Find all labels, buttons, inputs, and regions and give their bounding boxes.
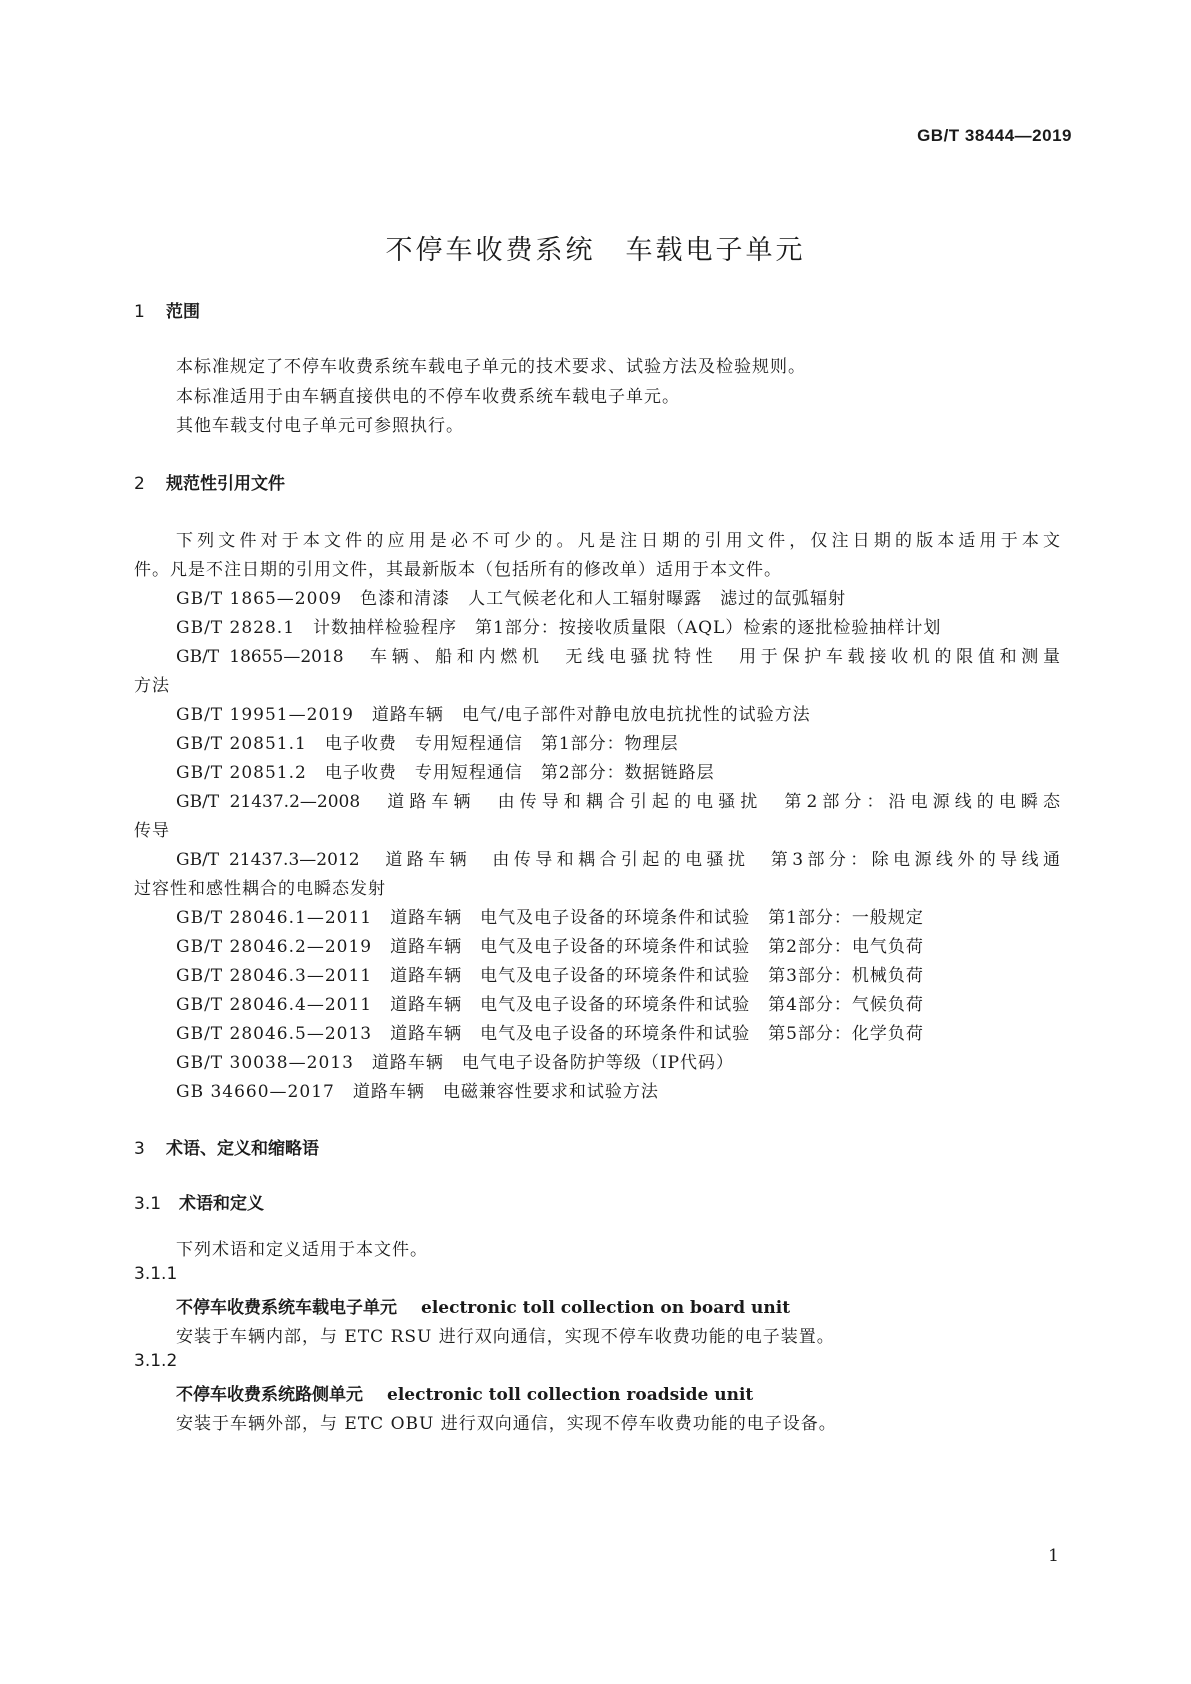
page-number: 1 xyxy=(1048,1546,1059,1566)
reference-item: GB/T 28046.5—2013 道路车辆 电气及电子设备的环境条件和试验 第5部分：化学负荷 xyxy=(176,1024,924,1044)
term-entry xyxy=(176,1293,790,1318)
section-2-heading xyxy=(134,469,285,494)
term-en: electronic toll collection on board unit xyxy=(421,1298,791,1318)
intro-line-1 xyxy=(176,526,1060,556)
paragraph: 下列术语和定义适用于本文件。 xyxy=(176,1240,428,1260)
term-entry xyxy=(176,1380,753,1405)
subsection-number: 3.1 xyxy=(134,1194,162,1214)
reference-item: GB/T 1865—2009 色漆和清漆 人工气候老化和人工辐射曝露 滤过的氙弧辐射 xyxy=(176,589,847,609)
section-number: 2 xyxy=(134,474,145,494)
reference-item: GB/T 2828.1 计数抽样检验程序 第1部分：按接收质量限（AQL）检索的逐批检验抽样计划 xyxy=(176,618,942,638)
reference-item: GB 34660—2017 道路车辆 电磁兼容性要求和试验方法 xyxy=(176,1082,659,1102)
reference-item xyxy=(176,642,1060,672)
section-3-heading xyxy=(134,1134,319,1159)
reference-item: GB/T 28046.2—2019 道路车辆 电气及电子设备的环境条件和试验 第2部分：电气负荷 xyxy=(176,937,924,957)
standard-code: GB/T 38444—2019 xyxy=(917,126,1072,145)
term-zh: 不停车收费系统路侧单元 xyxy=(176,1385,363,1405)
paragraph: 本标准适用于由车辆直接供电的不停车收费系统车载电子单元。 xyxy=(176,387,680,407)
document-title: 不停车收费系统 车载电子单元 xyxy=(385,235,806,266)
section-1-heading xyxy=(134,297,200,322)
reference-item: GB/T 20851.1 电子收费 专用短程通信 第1部分：物理层 xyxy=(176,734,679,754)
paragraph: 本标准规定了不停车收费系统车载电子单元的技术要求、试验方法及检验规则。 xyxy=(176,357,806,377)
term-en: electronic toll collection roadside unit xyxy=(387,1385,754,1405)
reference-text: GB/T 21437.2—2008 道路车辆 由传导和耦合引起的电骚扰 第2部分：沿电源线的电瞬态 xyxy=(176,792,1060,812)
term-definition: 安装于车辆外部，与 ETC OBU 进行双向通信，实现不停车收费功能的电子设备。 xyxy=(176,1414,837,1434)
section-number: 3 xyxy=(134,1139,145,1159)
term-number: 3.1.1 xyxy=(134,1264,178,1284)
reference-text: GB/T 18655—2018 车辆、船和内燃机 无线电骚扰特性 用于保护车载接收机的限值和测量 xyxy=(176,647,1060,667)
intro-text: 下列文件对于本文件的应用是必不可少的。凡是注日期的引用文件，仅注日期的版本适用于本文 xyxy=(176,531,1060,551)
subsection-3-1-heading xyxy=(134,1189,264,1214)
reference-continuation: 过容性和感性耦合的电瞬态发射 xyxy=(134,879,386,899)
reference-item: GB/T 20851.2 电子收费 专用短程通信 第2部分：数据链路层 xyxy=(176,763,715,783)
subsection-title: 术语和定义 xyxy=(179,1194,264,1214)
reference-continuation: 传导 xyxy=(134,821,170,841)
reference-item: GB/T 28046.3—2011 道路车辆 电气及电子设备的环境条件和试验 第3部分：机械负荷 xyxy=(176,966,924,986)
term-definition: 安装于车辆内部，与 ETC RSU 进行双向通信，实现不停车收费功能的电子装置。 xyxy=(176,1327,835,1347)
term-number: 3.1.2 xyxy=(134,1351,178,1371)
reference-item: GB/T 28046.1—2011 道路车辆 电气及电子设备的环境条件和试验 第1部分：一般规定 xyxy=(176,908,924,928)
section-title: 术语、定义和缩略语 xyxy=(166,1139,319,1159)
reference-item: GB/T 30038—2013 道路车辆 电气电子设备防护等级（IP代码） xyxy=(176,1053,735,1073)
intro-line-2: 件。凡是不注日期的引用文件，其最新版本（包括所有的修改单）适用于本文件。 xyxy=(134,560,782,580)
reference-item: GB/T 19951—2019 道路车辆 电气/电子部件对静电放电抗扰性的试验方法 xyxy=(176,705,811,725)
reference-continuation: 方法 xyxy=(134,676,170,696)
term-zh: 不停车收费系统车载电子单元 xyxy=(176,1298,397,1318)
reference-item xyxy=(176,787,1060,817)
paragraph: 其他车载支付电子单元可参照执行。 xyxy=(176,416,464,436)
reference-item xyxy=(176,845,1060,875)
section-title: 规范性引用文件 xyxy=(166,474,285,494)
section-title: 范围 xyxy=(166,302,200,322)
reference-item: GB/T 28046.4—2011 道路车辆 电气及电子设备的环境条件和试验 第4部分：气候负荷 xyxy=(176,995,924,1015)
reference-text: GB/T 21437.3—2012 道路车辆 由传导和耦合引起的电骚扰 第3部分：除电源线外的导线通 xyxy=(176,850,1060,870)
section-number: 1 xyxy=(134,302,145,322)
